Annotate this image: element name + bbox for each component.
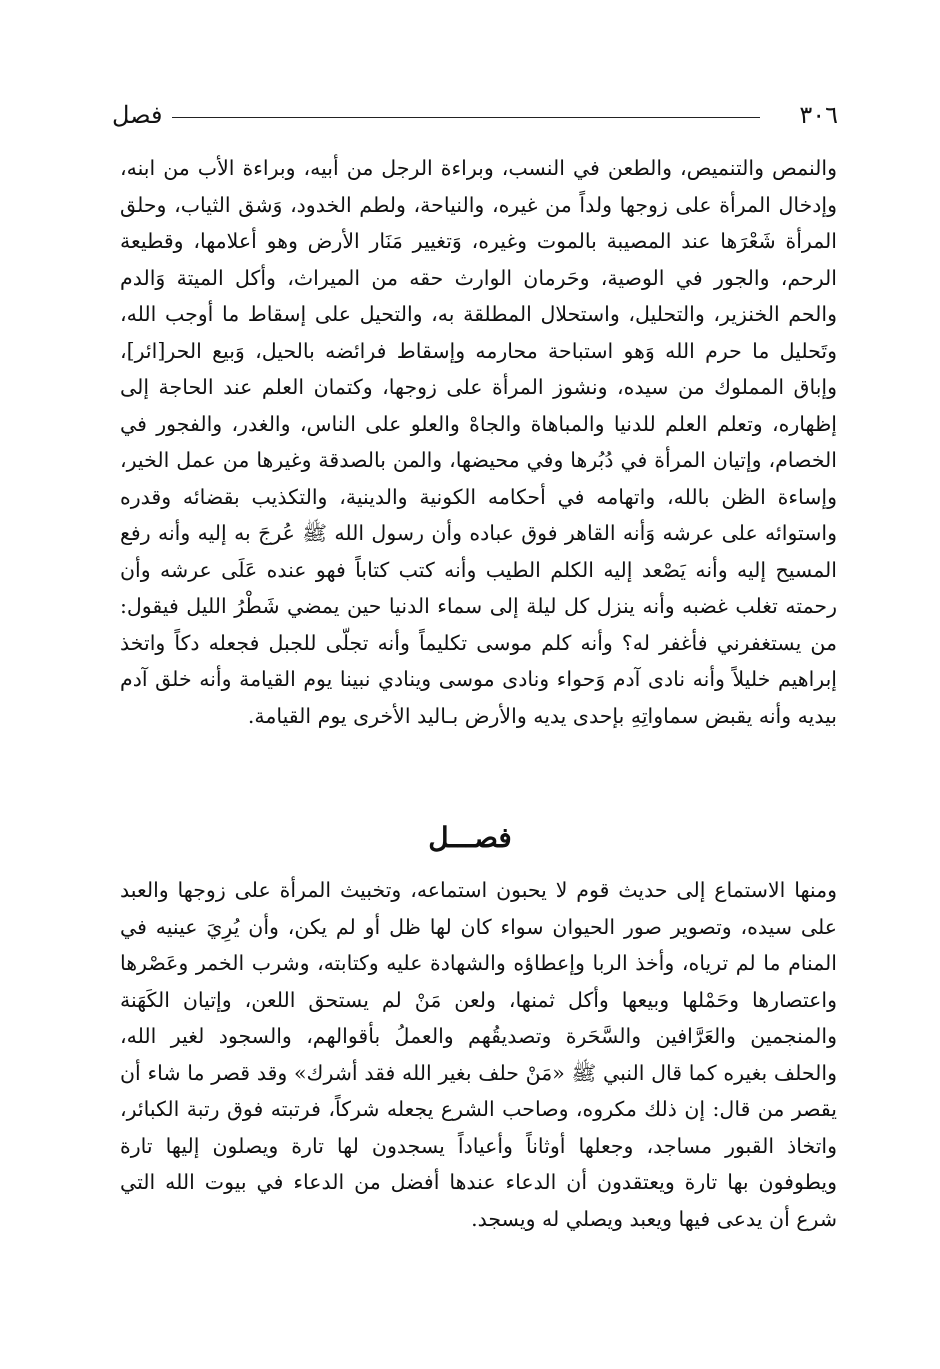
body-paragraph-1: والنمص والتنميص، والطعن في النسب، وبراءة الرجل من أبيه، وبراءة الأب من ابنه، وإدخال المرأة على زوجها ولداً من غيره، والنياحة، ولطم الخدود، وَشق الثياب، وحلق المرأة شَعْرَها عند المصيبة بالموت وغيره، وَتغيير مَنَار الأرض وهو أعلامها، وقطيعة الرحم، والجور في الوصية، وحَرمان الوارث حقه من الميراث، وأكل الميتة وَالدم والحم الخنزير، والتحليل، واستحلال المطلقة به، والتحيل على إسقاط ما أوجب الله، وتَحليل ما حرم الله وَهو استباحة محارمه وإسقاط فرائضه بالحيل، وَبيع الحر[ائر]، وإباق المملوك من سيده، ونشوز المرأة على زوجها، وكتمان العلم عند الحاجة إلى إظهاره، وتعلم العلم للدنيا والمباهاة والجاهْ والعلو على الناس، والغدر، والفجور في الخصام، وإتيان المرأة في دُبُرها وفي محيضها، والمن بالصدقة وغيرها من عمل الخير، وإساءة الظن بالله، واتهامه في أحكامه الكونية والدينية، والتكذيب بقضائه وقدره واستوائه على عرشه وَأنه القاهر فوق عباده وأن رسول الله ﷺ عُرجَ به إليه وأنه رفع المسيح إليه وأنه يَصْعد إليه الكلم الطيب وأنه كتب كتاباً فهو عنده عَلَى عرشه وأن رحمته تغلب غضبه وأنه ينزل كل ليلة إلى سماء الدنيا حين يمضي شَطْرُ الليل فيقول: من يستغفرني فأغفر له؟ وأنه كلم موسى تكليماً وأنه تجلّى للجبل فجعله دكاً واتخذ إبراهيم خليلاً وأنه نادى آدم وَحواء ونادى موسى وينادي نبينا يوم القيامة وأنه خلق آدم بيديه وأنه يقبض سماواتِهِ بإحدى يديه والأرض بـاليد الأخرى يوم القيامة. (120, 156, 837, 728)
header-rule (172, 117, 760, 118)
body-paragraph-2: ومنها الاستماع إلى حديث قوم لا يحبون استماعه، وتخبيث المرأة على زوجها والعبد على سيده، وتصوير صور الحيوان سواء كان لها ظل أو لم يكن، وأن يُرِيَ عينيه في المنام ما لم ترياه، وأخذ الربا وإعطاؤه والشهادة عليه وكتابته، وشرب الخمر وعَصْرها واعتصارها وحَمْلها وبيعها وأكل ثمنها، ولعن مَنْ لم يستحق اللعن، وإتيان الكَهَنة والمنجمين والعَرَّافين والسَّحَرة وتصديقُهم والعملُ بأقوالهم، والسجود لغير الله، والحلف بغيره كما قال النبي ﷺ «مَنْ حلف بغير الله فقد أشرك» وقد قصر ما شاء أن يقصر من قال: إن ذلك مكروه، وصاحب الشرع يجعله شركاً، فرتبته فوق رتبة الكبائر، واتخاذ القبور مساجد، وجعلها أوثاناً وأعياداً يسجدون لها تارة ويصلون إليها تارة ويطوفون بها تارة ويعتقدون أن الدعاء عندها أفضل من الدعاء في بيوت الله التي شرع أن يدعى فيها ويعبد ويصلي له ويسجد. (120, 878, 837, 1231)
page-header (112, 98, 838, 138)
section-heading: فصـــل (428, 821, 512, 854)
running-title: فصل (112, 101, 163, 129)
page-number: ٣٠٦ (799, 101, 838, 129)
